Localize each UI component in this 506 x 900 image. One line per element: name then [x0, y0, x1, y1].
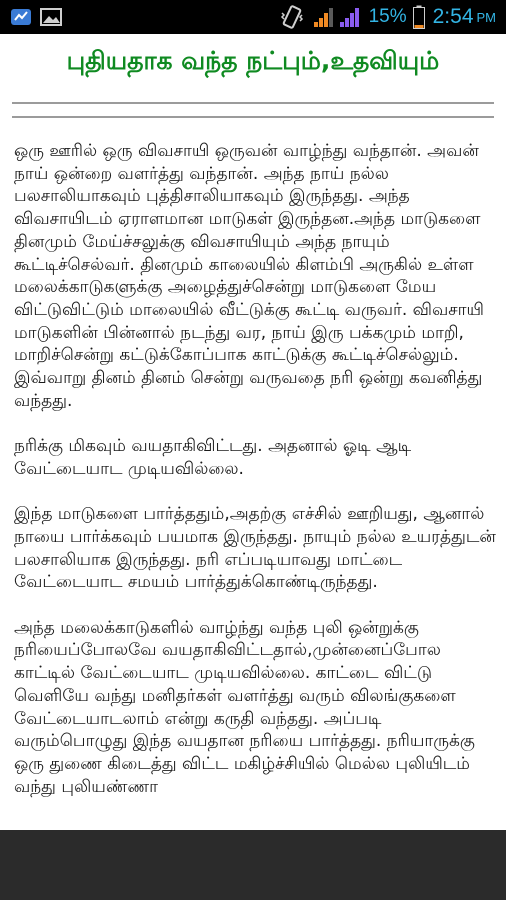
status-bar-left	[0, 6, 62, 28]
title-divider-top	[12, 102, 494, 104]
article-paragraph: இந்த மாடுகளை பார்த்ததும்,அதற்கு எச்சில் ஊறியது, ஆனால் நாயை பார்க்கவும் பயமாக இருந்தது. நாயும் நல்ல உயரத்துடன் பலசாலியாக இருந்தது. நரி எப்படியாவது மாட்டை வேட்டையாட சமயம் பார்த்துக்கொண்டிருந்தது.	[14, 504, 496, 593]
article-paragraph: ஒரு ஊரில் ஒரு விவசாயி ஒருவன் வாழ்ந்து வந்தான். அவன் நாய் ஒன்றை வளர்த்து வந்தான். அந்த நாய் நல்ல பலசாலியாகவும் புத்திசாலியாகவும் இருந்தது. அந்த விவசாயிடம் ஏராளமான மாடுகள் இருந்தன.அந்த மாடுகளை தினமும் மேய்ச்சலுக்கு விவசாயியும் அந்த நாயும் கூட்டிச்செல்வர். தினமும் காலையில் கிளம்பி அருகில் உள்ள மலைக்காடுகளுக்கு அழைத்துச்சென்று மாடுகளை மேய விட்டுவிட்டும் மாலையில் வீட்டுக்கு கூட்டி வருவர். விவசாயி மாடுகளின் பின்னால் நடந்து வர, நாய் இரு பக்கமும் மாறி, மாறிச்சென்று கட்டுக்கோப்பாக காட்டுக்கு கூட்டிச்செல்லும். இவ்வாறு தினம் தினம் சென்று வருவதை நரி ஒன்று கவனித்து வந்தது.	[14, 141, 485, 411]
bottom-bar	[0, 830, 506, 900]
status-bar	[0, 0, 506, 34]
vibrate-icon	[279, 4, 305, 30]
battery-percent: 15%	[368, 6, 407, 27]
status-clock-ampm: PM	[476, 9, 496, 25]
signal-strength-icon-1	[313, 6, 335, 28]
image-notification-icon	[40, 7, 62, 27]
status-clock: 2:54	[432, 5, 474, 28]
article-body[interactable]	[14, 140, 496, 830]
app-notification-icon	[10, 6, 32, 28]
title-divider-bottom	[12, 116, 494, 118]
battery-icon	[413, 5, 425, 29]
article-title: புதியதாக வந்த நட்பும்,உதவியும்	[66, 45, 440, 75]
status-bar-right	[279, 4, 506, 30]
article-paragraph: அந்த மலைக்காடுகளில் வாழ்ந்து வந்த புலி ஒன்றுக்கு நரியைப்போலவே வயதாகிவிட்டதால்,முன்னைப்போல காட்டில் வேட்டையாட முடியவில்லை. காட்டை விட்டு வெளியே வந்து மனிதர்கள் வளர்த்து வரும் விலங்குகளை வேட்டையாடலாம் என்று கருதி வந்தது. அப்படி வரும்பொழுது இந்த வயதான நரியை பார்த்தது. நரியாருக்கு ஒரு துணை கிடைத்து விட்ட மகிழ்ச்சியில் மெல்ல புலியிடம் வந்து புலியண்ணா	[14, 617, 475, 797]
article-paragraph: நரிக்கு மிகவும் வயதாகிவிட்டது. அதனால் ஓடி ஆடி வேட்டையாட முடியவில்லை.	[14, 436, 412, 479]
signal-strength-icon-2	[339, 6, 363, 28]
